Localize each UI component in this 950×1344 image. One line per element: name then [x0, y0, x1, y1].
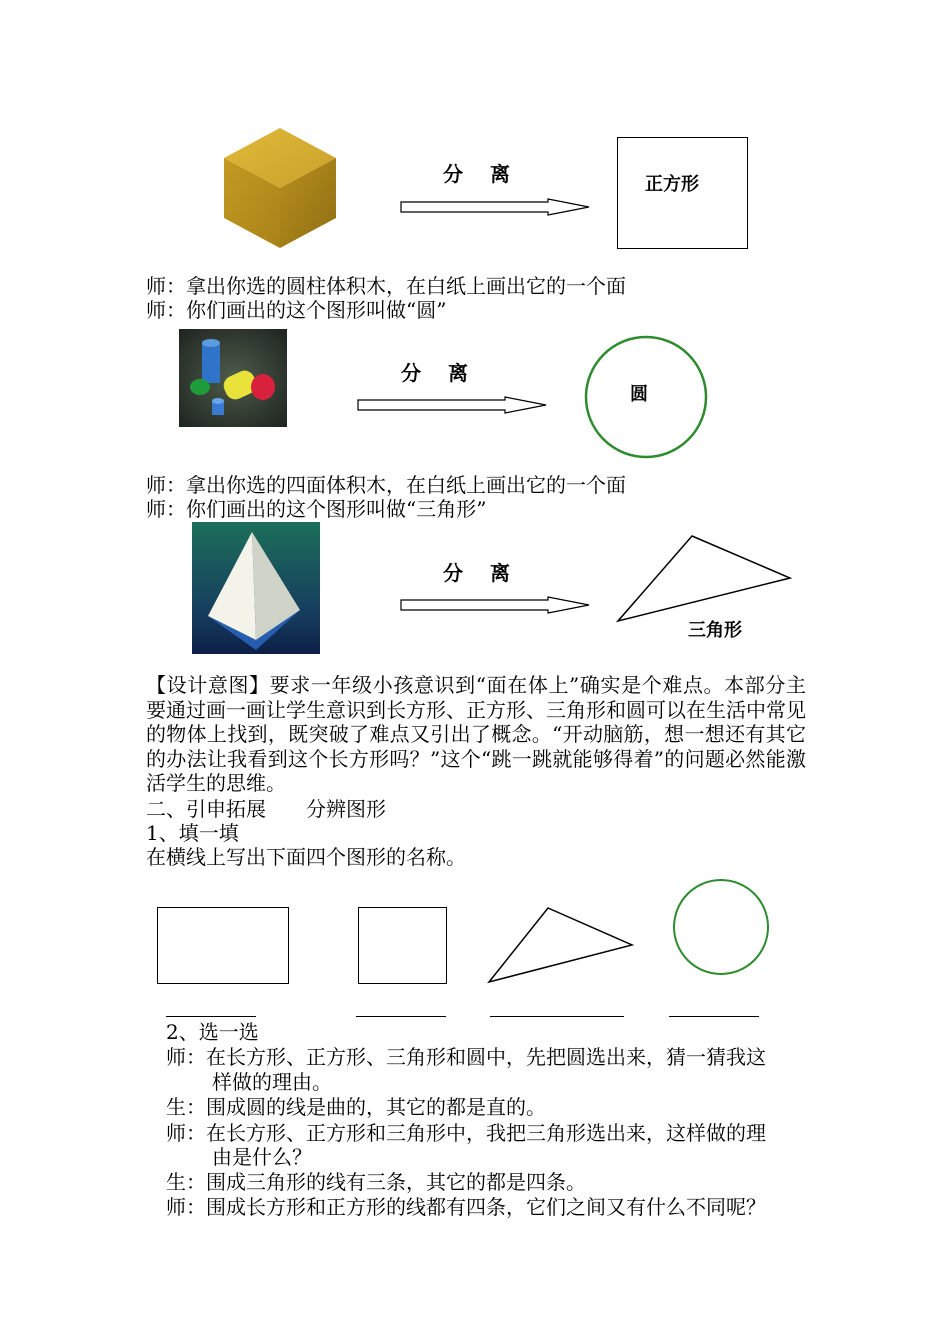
shape-label: 三角形 — [688, 620, 742, 641]
arrow-right-icon — [400, 596, 592, 614]
cylinders-image — [179, 329, 287, 427]
answer-blank[interactable] — [356, 1016, 446, 1017]
arrow-right-icon — [357, 396, 549, 414]
answer-blank[interactable] — [490, 1016, 624, 1017]
exercise-instruction: 在横线上写出下面四个图形的名称。 — [146, 845, 466, 869]
dialogue-line: 由是什么？ — [212, 1145, 312, 1169]
dialogue-line: 师：在长方形、正方形和三角形中，我把三角形选出来，这样做的理 — [166, 1121, 766, 1145]
dialogue-line: 生：围成三角形的线有三条，其它的都是四条。 — [166, 1170, 586, 1194]
teacher-line: 师：你们画出的这个图形叫做“三角形” — [146, 497, 487, 521]
square-shape — [358, 907, 447, 984]
arrow-right-icon — [400, 198, 592, 216]
exercise-title: 1、填一填 — [146, 821, 239, 845]
design-intent-paragraph: 【设计意图】要求一年级小孩意识到“面在体上”确实是个难点。本部分主要通过画一画让学生意识到长方形、正方形、三角形和圆可以在生活中常见的物体上找到，既突破了难点又引出了概念。“开动脑筋，想一想还有其它的办法让我看到这个长方形吗？”这个“跳一跳就能够得着”的问题必然能激活学生的思维。 — [146, 673, 806, 795]
dialogue-line: 样做的理由。 — [212, 1070, 332, 1094]
triangle-shape — [614, 532, 794, 624]
answer-blank[interactable] — [166, 1016, 256, 1017]
separate-label: 分 离 — [443, 162, 520, 186]
dialogue-line: 生：围成圆的线是曲的，其它的都是直的。 — [166, 1095, 546, 1119]
exercise-title: 2、选一选 — [166, 1020, 259, 1044]
circle-shape — [671, 877, 771, 977]
separate-label: 分 离 — [401, 361, 478, 385]
separate-label: 分 离 — [443, 561, 520, 585]
answer-blank[interactable] — [669, 1016, 759, 1017]
triangle-shape — [486, 905, 636, 985]
rectangle-shape — [157, 907, 289, 984]
shape-label: 正方形 — [645, 174, 699, 195]
cube-image — [222, 126, 338, 250]
shape-label: 圆 — [630, 384, 648, 405]
dialogue-line: 师：围成长方形和正方形的线都有四条，它们之间又有什么不同呢？ — [166, 1195, 766, 1219]
teacher-line: 师：拿出你选的四面体积木，在白纸上画出它的一个面 — [146, 473, 626, 497]
tetrahedron-image — [192, 522, 320, 654]
dialogue-line: 师：在长方形、正方形、三角形和圆中，先把圆选出来，猜一猜我这 — [166, 1045, 766, 1069]
section-heading: 二、引申拓展 分辨图形 — [146, 797, 386, 821]
teacher-line: 师：拿出你选的圆柱体积木，在白纸上画出它的一个面 — [146, 274, 626, 298]
teacher-line: 师：你们画出的这个图形叫做“圆” — [146, 298, 447, 322]
